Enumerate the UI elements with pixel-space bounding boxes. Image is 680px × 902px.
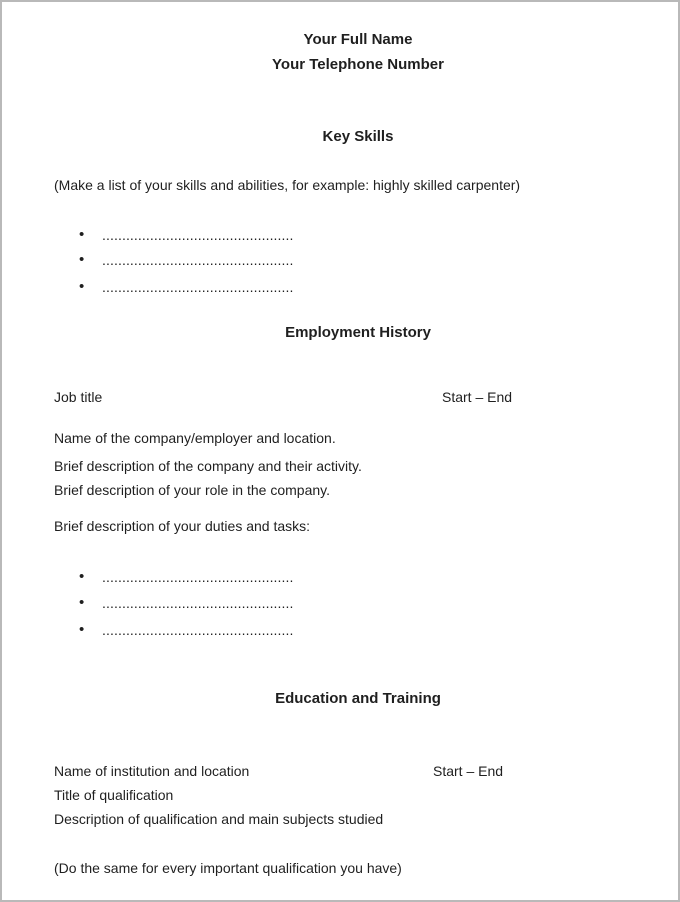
duties-bullet-row <box>2 593 678 613</box>
telephone-heading: Your Telephone Number <box>272 56 444 73</box>
employment-date-range-label: Start – End <box>442 389 513 405</box>
qualification-description-line: Description of qualification and main subjects studied <box>54 811 384 827</box>
bullet-marker: • <box>79 226 85 243</box>
full-name-heading: Your Full Name <box>303 31 413 48</box>
dotted-fill-line: ................................................ <box>102 227 294 243</box>
dotted-fill-line: ................................................ <box>102 595 294 611</box>
job-title-row <box>2 387 678 407</box>
duties-line: Brief description of your duties and tasks: <box>54 518 311 534</box>
company-name-line: Name of the company/employer and location. <box>54 430 336 446</box>
key-skills-bullet-row <box>2 225 678 245</box>
dotted-fill-line: ................................................ <box>102 279 294 295</box>
bullet-marker: • <box>79 568 85 585</box>
duties-bullet-row <box>2 567 678 587</box>
education-training-heading: Education and Training <box>275 690 441 707</box>
qualification-title-line: Title of qualification <box>54 787 174 803</box>
company-role-line: Brief description of your role in the company. <box>54 482 330 498</box>
employment-history-heading: Employment History <box>285 324 431 341</box>
duties-bullet-row <box>2 620 678 640</box>
company-activity-line: Brief description of the company and their activity. <box>54 458 362 474</box>
job-title-label: Job title <box>54 389 103 405</box>
key-skills-heading: Key Skills <box>322 128 394 145</box>
dotted-fill-line: ................................................ <box>102 622 294 638</box>
bullet-marker: • <box>79 594 85 611</box>
education-date-range-label: Start – End <box>433 763 504 779</box>
key-skills-hint: (Make a list of your skills and abilities, for example: highly skilled carpenter) <box>54 177 521 193</box>
institution-row <box>2 761 678 781</box>
bullet-marker: • <box>79 251 85 268</box>
key-skills-bullet-row <box>2 277 678 297</box>
institution-label: Name of institution and location <box>54 763 250 779</box>
qualification-note-line: (Do the same for every important qualification you have) <box>54 860 402 876</box>
bullet-marker: • <box>79 278 85 295</box>
bullet-marker: • <box>79 621 85 638</box>
dotted-fill-line: ................................................ <box>102 252 294 268</box>
key-skills-bullet-row <box>2 250 678 270</box>
dotted-fill-line: ................................................ <box>102 569 294 585</box>
